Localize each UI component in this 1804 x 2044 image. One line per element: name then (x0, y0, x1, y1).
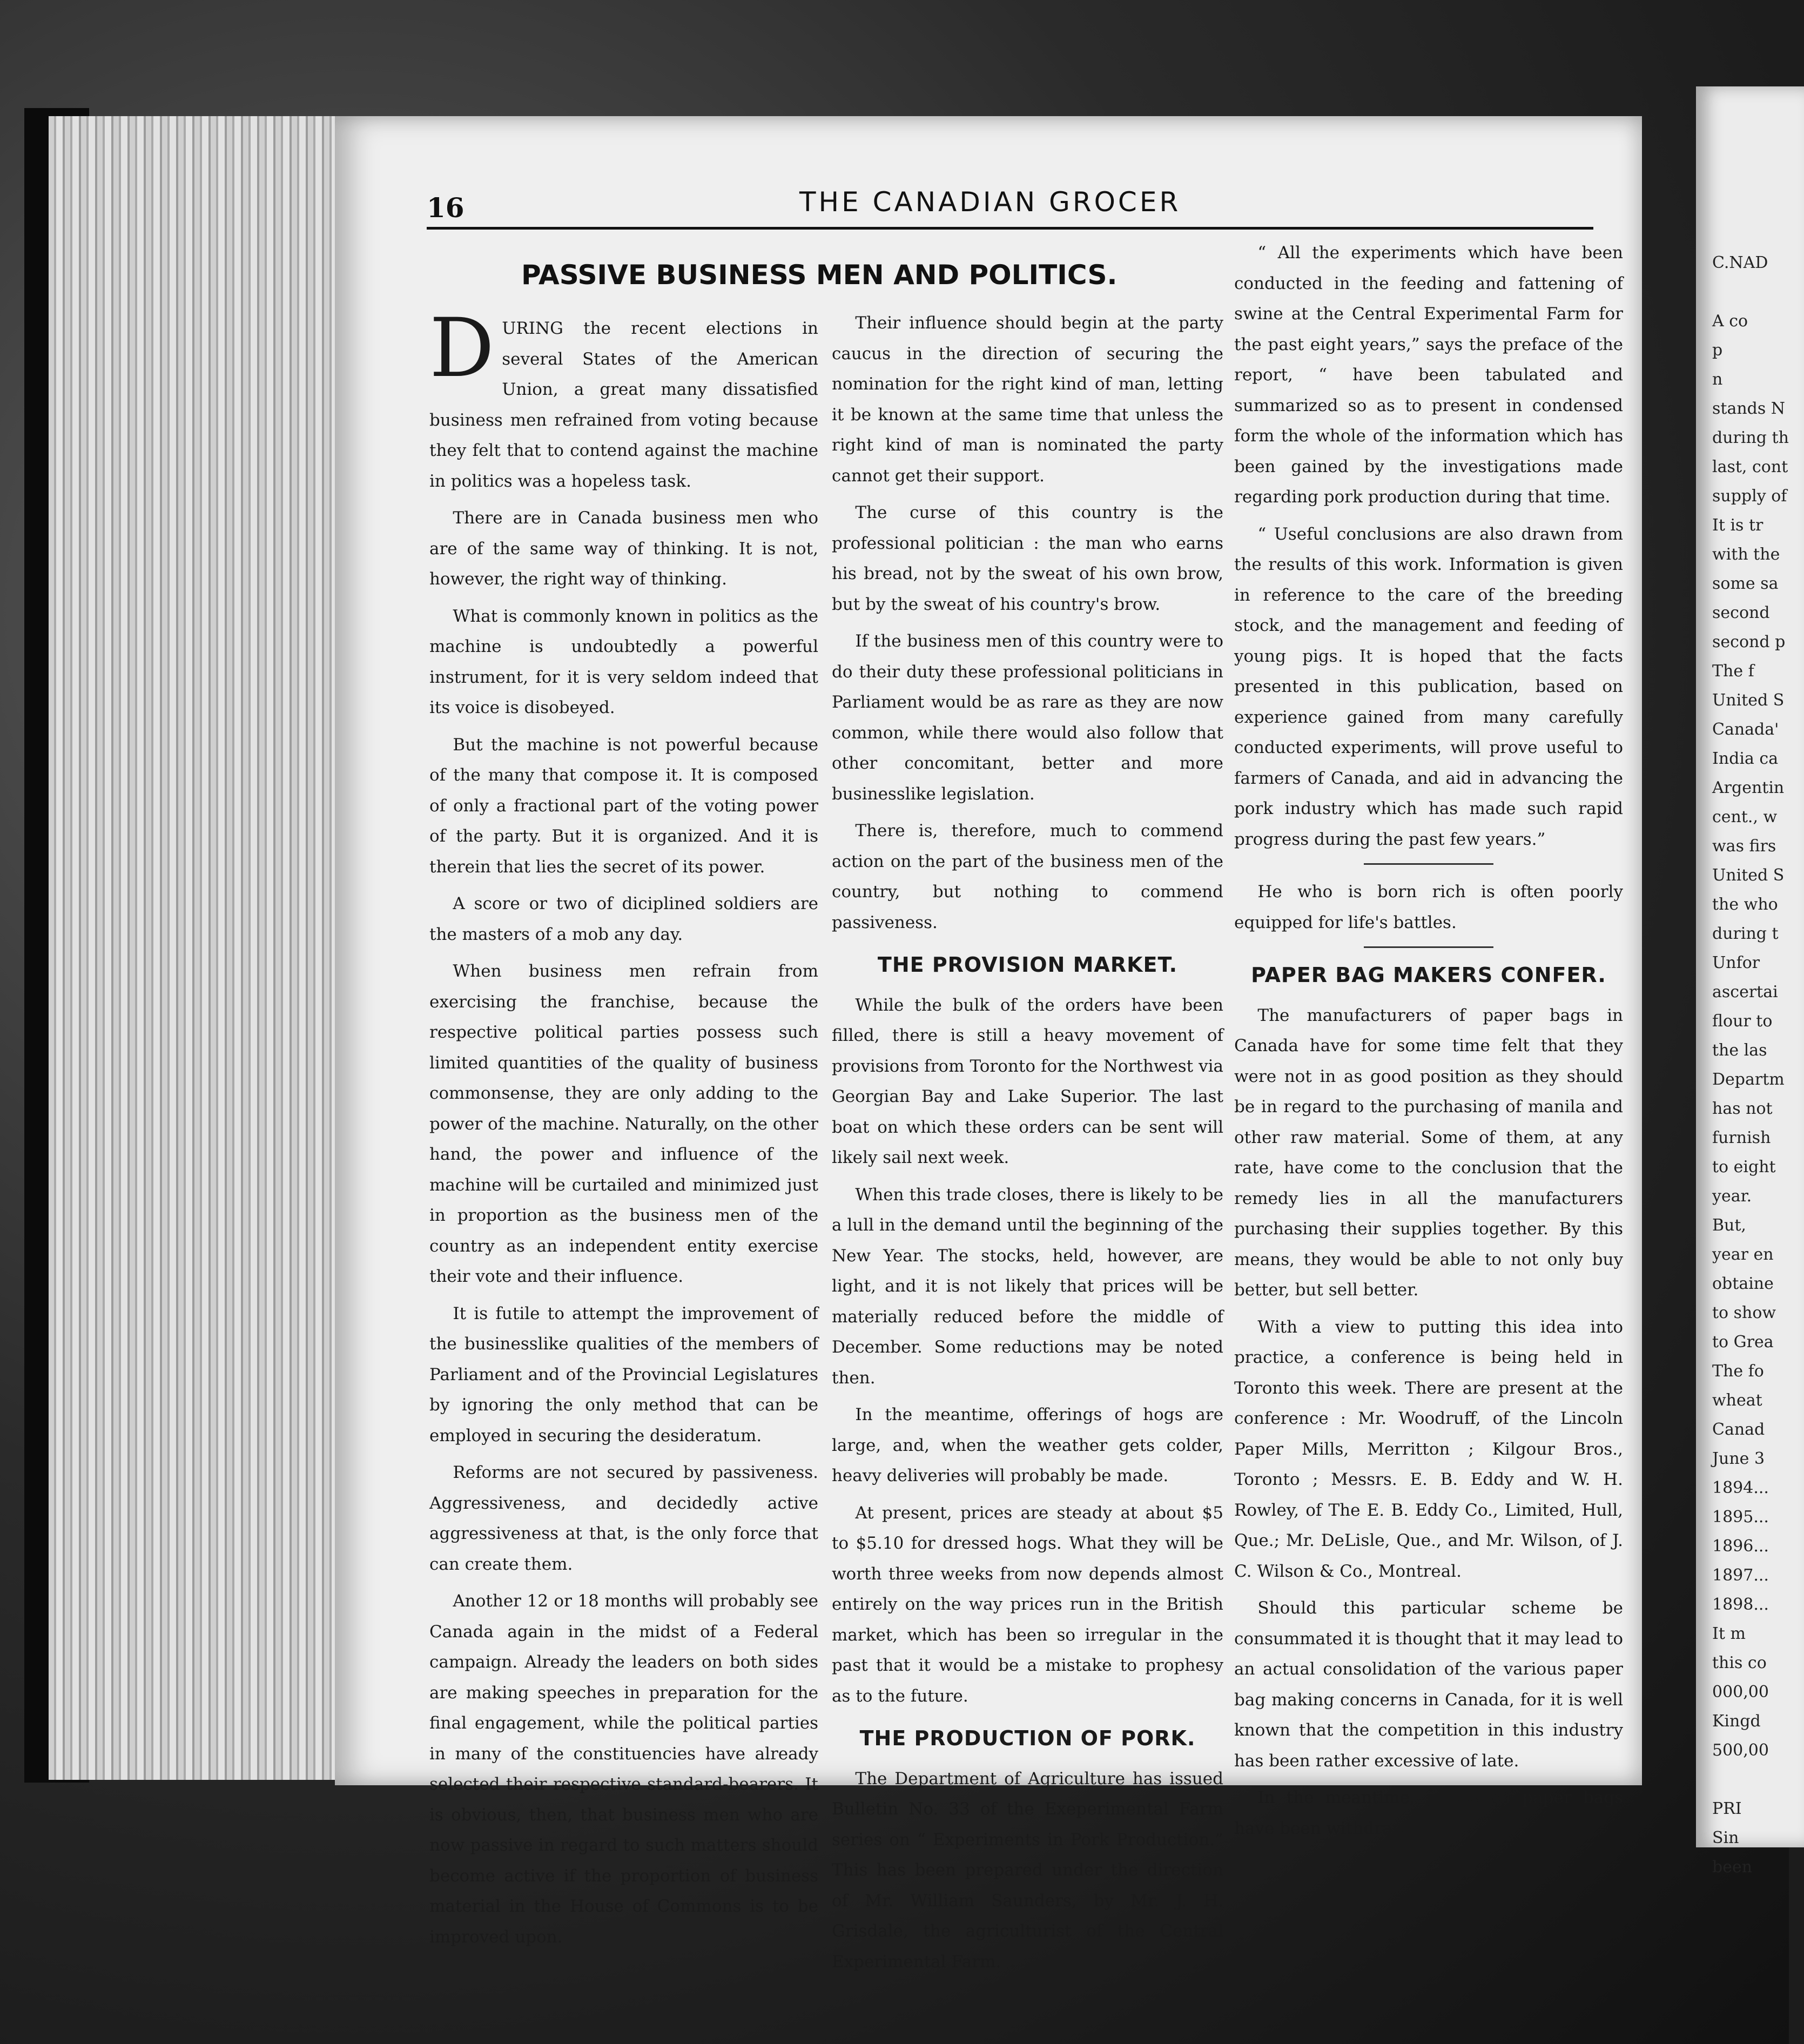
article-paragraph: There are in Canada business men who are of the same way of thinking. It is not, however, the right way of thinking. (429, 508, 818, 589)
fragment-line: United S (1712, 866, 1785, 885)
fragment-line: 1894... (1712, 1478, 1769, 1497)
fragment-line: Canada' (1712, 720, 1779, 739)
fragment-line: United S (1712, 691, 1785, 710)
fragment-line: June 3 (1712, 1449, 1765, 1468)
pork-paragraph: “ All the experiments which have been conducted in the feeding and fattening of swine at the Central Experimental Farm for the past eight years,” says the preface of the report, “ have been tabulated and summarized so as to present in condensed form the whole of the information which has been gained by the investigations made regarding pork production during that time. (1234, 243, 1623, 507)
article-paragraph: Their influence should begin at the party caucus in the direction of securing the nomination for the right kind of man, letting it be known at the same time that unless the right kind of man is nominated the party cannot get their support. (832, 313, 1223, 486)
fragment-line: 000,00 (1712, 1683, 1769, 1702)
fragment-line: Kingd (1712, 1712, 1761, 1731)
fragment-line: cent., w (1712, 808, 1778, 826)
running-head: THE CANADIAN GROCER (799, 186, 1181, 218)
paper-bag-paragraph: With a view to putting this idea into practice, a conference is being held in Toronto this week. There are present at the conference : Mr. Woodruff, of the Lincoln Paper Mills, Merritton ; Kilgour Bros., Toronto ; Messrs. E. B. Eddy and W. H. Rowley, of The E. B. Eddy Co., Limited, Hull, Que.; Mr. DeLisle, Que., and Mr. Wilson, of J. C. Wilson & Co., Montreal. (1234, 1317, 1623, 1581)
fragment-line: to show (1712, 1303, 1776, 1322)
fragment-line: It is tr (1712, 516, 1763, 535)
fragment-line: India ca (1712, 749, 1779, 768)
fragment-line: Sin (1712, 1828, 1739, 1847)
fragment-line: during t (1712, 924, 1779, 943)
fragment-line: to eight (1712, 1158, 1776, 1176)
fragment-line: p (1712, 341, 1723, 360)
article-paragraph: It is futile to attempt the improvement of the businesslike qualities of the members of Parliament and of the Provincial Legislatures by ignoring the only method that can be employed in securing the desideratum. (429, 1303, 818, 1445)
fragment-line: wheat (1712, 1391, 1762, 1410)
fragment-line: Canad (1712, 1420, 1765, 1439)
provision-market-heading: THE PROVISION MARKET. (877, 953, 1178, 977)
fragment-line: supply of (1712, 487, 1787, 506)
fragment-line: A co (1712, 312, 1748, 331)
paper-bag-paragraph: In the meantime, prices on paper bags have been withdrawn. (1234, 1788, 1623, 1838)
article-paragraph: When business men refrain from exercising the franchise, because the respective political parties possess such limited quantities of the quality of business commonsense, they are only adding to the power of the machine. Naturally, on the other hand, the power and influence of the machine will be curtailed and minimized just in proportion as the business men of the country as an independent entity exercise their vote and their influence. (429, 962, 818, 1286)
fragment-line: 1898... (1712, 1595, 1769, 1614)
fragment-line: last, cont (1712, 458, 1788, 476)
section-divider (1364, 946, 1493, 948)
fragment-line: been (1712, 1858, 1753, 1877)
article-paragraph: The curse of this country is the professional politician : the man who earns his bread, not by the sweat of his own brow, but by the sweat of his country's brow. (832, 503, 1223, 614)
provision-paragraph: In the meantime, offerings of hogs are large, and, when the weather gets colder, heavy deliveries will probably be made. (832, 1405, 1223, 1485)
fragment-line: The f (1712, 662, 1754, 681)
fragment-line: 1897... (1712, 1566, 1769, 1585)
fragment-line: during th (1712, 428, 1789, 447)
fragment-line: Unfor (1712, 953, 1760, 972)
fragment-line: PRI (1712, 1799, 1742, 1818)
fragment-line: The fo (1712, 1362, 1764, 1381)
fragment-line: obtaine (1712, 1274, 1774, 1293)
fragment-line: It m (1712, 1624, 1746, 1643)
article-paragraph: DURING the recent elections in several States of the American Union, a great many dissatisfied business men refrained from voting because they felt that to contend against the machine in politics was a hopeless task. (429, 301, 818, 491)
filler-paragraph: He who is born rich is often poorly equipped for life's battles. (1234, 882, 1623, 932)
provision-paragraph: At present, prices are steady at about $5 to $5.10 for dressed hogs. What they will be worth three weeks from now depends almost entirely on the way prices run in the British market, which has been so irregular in the past that it would be a mistake to prophesy as to the future. (832, 1503, 1223, 1706)
article-paragraph: Another 12 or 18 months will probably see Canada again in the midst of a Federal campaign. Already the leaders on both sides are making speeches in preparation for the final engagement, while the political parties in many of the constituencies have already selected their respective standard-bearers. It is obvious, then, that business men who are now passive in regard to such matters should become active if the proportion of business material in the House of Commons is to be improved upon. (429, 1591, 818, 1947)
paper-bag-paragraph: Should this particular scheme be consummated it is thought that it may lead to an actual consolidation of the various paper bag making concerns in Canada, for it is well known that the competition in this industry has been rather excessive of late. (1234, 1598, 1623, 1771)
fragment-line: Argentin (1712, 778, 1785, 797)
section-divider (1364, 863, 1493, 865)
fragment-line: ascertai (1712, 983, 1778, 1001)
page-number: 16 (427, 192, 465, 224)
pork-production-heading: THE PRODUCTION OF PORK. (859, 1726, 1196, 1750)
article-paragraph: But the machine is not powerful because of the many that compose it. It is composed of only a fractional part of the voting power of the party. But it is organized. And it is therein that lies the secret of its power. (429, 735, 818, 877)
column-1 (429, 301, 818, 1959)
fragment-line: 1896... (1712, 1537, 1769, 1556)
drop-cap: D (429, 301, 495, 395)
book-page-edges (49, 116, 355, 1780)
fragment-line: year. (1712, 1187, 1752, 1206)
pork-paragraph: “ Useful conclusions are also drawn from the results of this work. Information is given in reference to the care of the breeding stock, and the management and feeding of young pigs. It is hoped that the facts presented in this publication, based on experience gained from many carefully conducted experiments, will prove useful to farmers of Canada, and aid in advancing the pork industry which has made such rapid progress during the past few years.” (1234, 524, 1623, 849)
adjacent-page-fragment (1696, 86, 1804, 1877)
fragment-line: some sa (1712, 574, 1779, 593)
paper-bag-paragraph: The manufacturers of paper bags in Canada have for some time felt that they were not in as good position as they should be in regard to the purchasing of manila and other raw material. Some of them, at any rate, have come to the conclusion that the remedy lies in all the manufacturers purchasing their supplies together. By this means, they would be able to not only buy better, but sell better. (1234, 1005, 1623, 1300)
fragment-line: the who (1712, 895, 1778, 914)
fragment-line: C.NAD (1712, 253, 1768, 272)
fragment-line: stands N (1712, 399, 1786, 418)
fragment-line: to Grea (1712, 1333, 1774, 1352)
fragment-line: year en (1712, 1245, 1774, 1264)
provision-paragraph: While the bulk of the orders have been filled, there is still a heavy movement of provisions from Toronto for the Northwest via Georgian Bay and Lake Superior. The last boat on which these orders can be sent will likely sail next week. (832, 995, 1223, 1167)
article-paragraph: A score or two of diciplined soldiers are the masters of a mob any day. (429, 894, 818, 944)
fragment-line (1712, 278, 1789, 307)
fragment-line: But, (1712, 1216, 1746, 1235)
article-paragraph: What is commonly known in politics as the machine is undoubtedly a powerful instrument, for it is very seldom indeed that its voice is disobeyed. (429, 606, 818, 717)
provision-paragraph: When this trade closes, there is likely to be a lull in the demand until the beginning of the New Year. The stocks, held, however, are light, and it is not likely that prices will be materially reduced before the middle of December. Some reductions may be noted then. (832, 1185, 1223, 1388)
fragment-line: 1895... (1712, 1508, 1769, 1527)
article-paragraph: If the business men of this country were to do their duty these professional politicians in Parliament would be as rare as they are now common, while there would also follow that other concomitant, better and more businesslike legislation. (832, 631, 1223, 804)
fragment-line: 500,00 (1712, 1741, 1769, 1760)
fragment-line: second p (1712, 633, 1786, 651)
fragment-line (1712, 1765, 1789, 1794)
fragment-line: flour to (1712, 1012, 1773, 1031)
pork-paragraph: The Department of Agriculture has issued Bulletin No. 33 of the Exeperimental Farm series on “ Experiments in Pork Production.” This has been prepared under the direction of Mr. William Saunders, by Mr. J. H. Grisdale, the agriculturist of the Central Experimental Farm. (832, 1769, 1223, 1972)
fragment-line: second (1712, 603, 1770, 622)
paper-bag-heading: PAPER BAG MAKERS CONFER. (1251, 963, 1606, 987)
fragment-line: this co (1712, 1653, 1767, 1672)
adjacent-page-text (1712, 86, 1789, 1882)
article-headline: PASSIVE BUSINESS MEN AND POLITICS. (521, 259, 1118, 291)
fragment-line: was firs (1712, 837, 1776, 856)
column-2 (832, 308, 1223, 1984)
fragment-line: furnish (1712, 1128, 1771, 1147)
fragment-line: the las (1712, 1041, 1767, 1060)
article-paragraph: There is, therefore, much to commend action on the part of the business men of the country, but nothing to commend passiveness. (832, 821, 1223, 932)
fragment-line: with the (1712, 545, 1780, 564)
article-paragraph: Reforms are not secured by passiveness. Aggressiveness, and decidedly active aggressiveness at that, is the only force that can create them. (429, 1463, 818, 1574)
header-rule (427, 227, 1593, 230)
fragment-line: n (1712, 370, 1723, 389)
column-3 (1234, 238, 1623, 1850)
fragment-line: has not (1712, 1099, 1773, 1118)
fragment-line: Departm (1712, 1070, 1785, 1089)
